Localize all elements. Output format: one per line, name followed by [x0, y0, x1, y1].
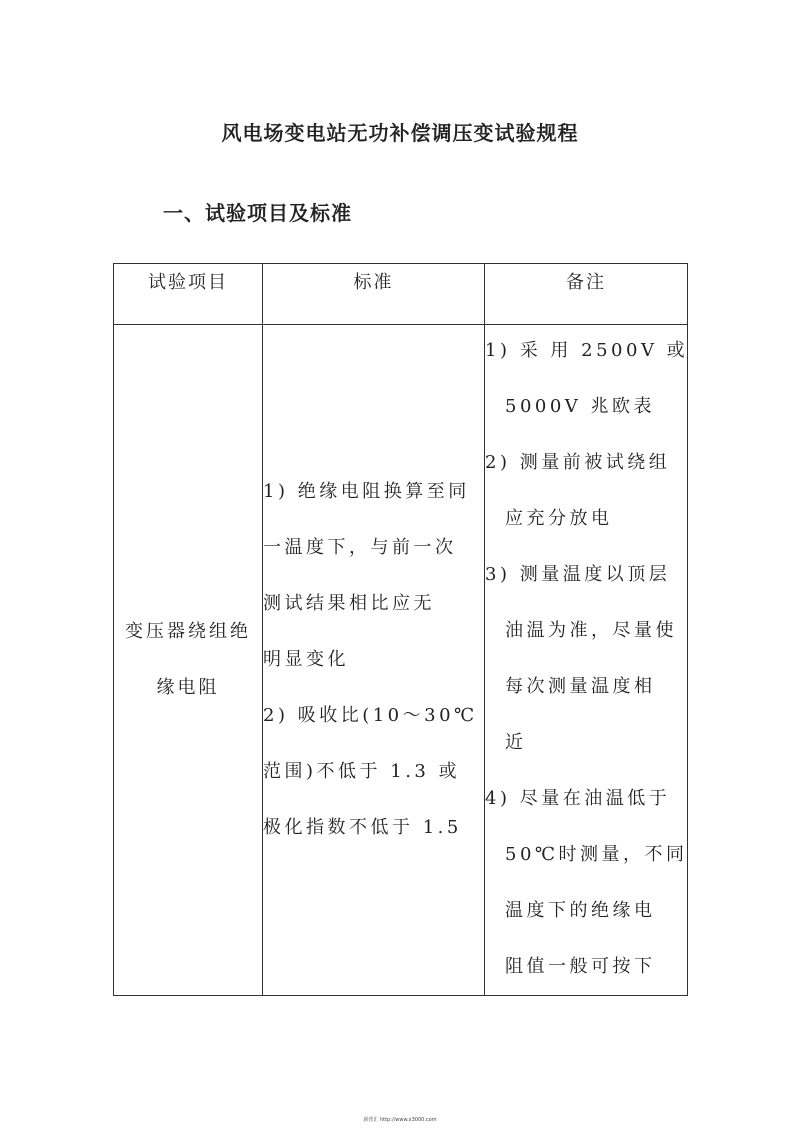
table-header-row — [114, 264, 688, 325]
standard-line: 一温度下，与前一次 — [263, 537, 457, 558]
remark-line: 温度下的绝缘电 — [505, 900, 656, 921]
remark-line: 2) 测量前被试绕组 — [485, 452, 671, 473]
section-heading: 一、试验项目及标准 — [163, 201, 352, 225]
standard-line: 2) 吸收比(10～30℃ — [263, 705, 478, 726]
document-title: 风电场变电站无功补偿调压变试验规程 — [221, 121, 579, 145]
test-standards-table — [113, 263, 688, 996]
remark-line: 50℃时测量，不同 — [505, 844, 688, 865]
item-line: 变压器绕组绝 — [125, 621, 251, 642]
remark-line: 阻值一般可按下 — [505, 956, 656, 977]
standard-line: 明显变化 — [263, 649, 349, 670]
cell-test-item — [114, 325, 263, 996]
header-remarks: 备注 — [485, 264, 688, 325]
standard-line: 1) 绝缘电阻换算至同 — [263, 481, 470, 502]
page-footer: 新营汇 http://www.x3000.com — [363, 1117, 437, 1123]
remark-line: 每次测量温度相 — [505, 676, 656, 697]
header-standard: 标准 — [263, 264, 485, 325]
remark-line: 4) 尽量在油温低于 — [485, 788, 671, 809]
table-row — [114, 325, 688, 996]
standard-line: 范围)不低于 1.3 或 — [263, 761, 461, 782]
standard-line: 测试结果相比应无 — [263, 593, 435, 614]
standard-line: 极化指数不低于 1.5 — [263, 817, 462, 838]
remark-line: 近 — [505, 732, 527, 753]
remark-line: 3) 测量温度以顶层 — [485, 564, 671, 585]
remark-line: 1) 采 用 2500V 或 — [485, 340, 689, 361]
header-test-item: 试验项目 — [114, 264, 263, 325]
remark-line: 应充分放电 — [505, 508, 613, 529]
remark-line: 油温为准，尽量使 — [505, 620, 677, 641]
cell-standard — [263, 325, 485, 996]
item-line: 缘电阻 — [156, 677, 220, 698]
cell-remarks — [485, 325, 688, 996]
remark-line: 5000V 兆欧表 — [505, 396, 656, 417]
